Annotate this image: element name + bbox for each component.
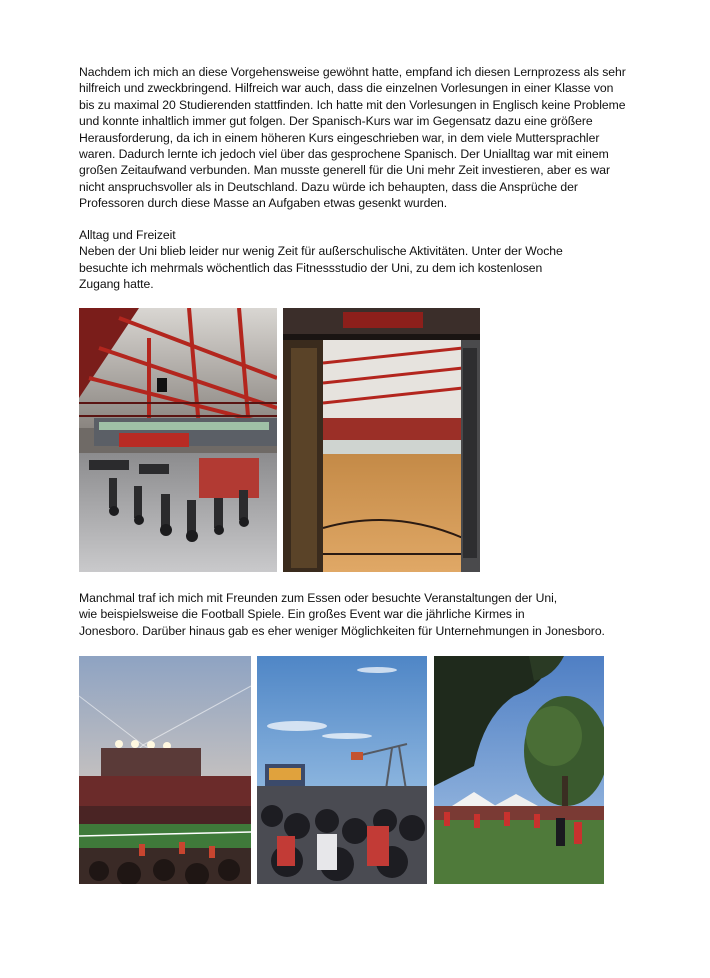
intro-paragraph bbox=[79, 64, 631, 212]
text-line: Manchmal traf ich mich mit Freunden zum Essen oder besuchte Veranstaltungen der Uni, bbox=[79, 591, 558, 605]
text-line: Neben der Uni blieb leider nur wenig Zeit für außerschulische Aktivitäten. Unter der Woche bbox=[79, 244, 563, 259]
basketball-court-photo bbox=[283, 308, 480, 572]
text-line: Jonesboro. Darüber hinaus gab es eher weniger Möglichkeiten für Unternehmungen in Jonesboro. bbox=[79, 623, 605, 638]
text-line: und konnte inhaltlich immer gut folgen. Der Spanisch-Kurs war im Gegensatz dazu eine größere bbox=[79, 114, 593, 129]
fair-photo bbox=[257, 656, 427, 884]
text-line: Zugang hatte. bbox=[79, 277, 154, 292]
text-line: wie beispielsweise die Football Spiele. Ein großes Event war die jährliche Kirmes in bbox=[79, 607, 525, 622]
leisure-section bbox=[79, 227, 631, 293]
gym-photo bbox=[79, 308, 277, 572]
text-line: besuchte ich mehrmals wöchentlich das Fitnessstudio der Uni, zu dem ich kostenlosen bbox=[79, 260, 543, 275]
text-line: Herausforderung, da ich in einem höheren Kurs eingeschrieben war, in dem viele Muttersprachler bbox=[79, 130, 600, 145]
text-line: bis zu maximal 20 Studierenden stattfinden. Ich hatte mit den Vorlesungen in Englisch keine Probleme bbox=[79, 97, 626, 112]
section-heading: Alltag und Freizeit bbox=[79, 228, 176, 242]
text-line: Professoren durch diese Masse an Aufgaben etwas gesenkt wurden. bbox=[79, 196, 448, 211]
text-line: großen Zeitaufwand verbunden. Man musste generell für die Uni mehr Zeit investieren, aber es war bbox=[79, 163, 611, 178]
text-line: hilfreich und zweckbringend. Hilfreich war auch, dass die einzelnen Vorlesungen in einer Klasse von bbox=[79, 81, 614, 96]
park-event-photo bbox=[434, 656, 604, 884]
events-paragraph bbox=[79, 590, 631, 639]
text-line: Nachdem ich mich an diese Vorgehensweise gewöhnt hatte, empfand ich diesen Lernprozess als sehr bbox=[79, 65, 626, 79]
football-stadium-photo bbox=[79, 656, 251, 884]
text-line: nicht anspruchsvoller als in Deutschland. Dazu würde ich behaupten, dass die Ansprüche der bbox=[79, 179, 578, 194]
text-line: waren. Dadurch lernte ich jedoch viel über das gesprochene Spanisch. Der Unialltag war mit einem bbox=[79, 147, 609, 162]
